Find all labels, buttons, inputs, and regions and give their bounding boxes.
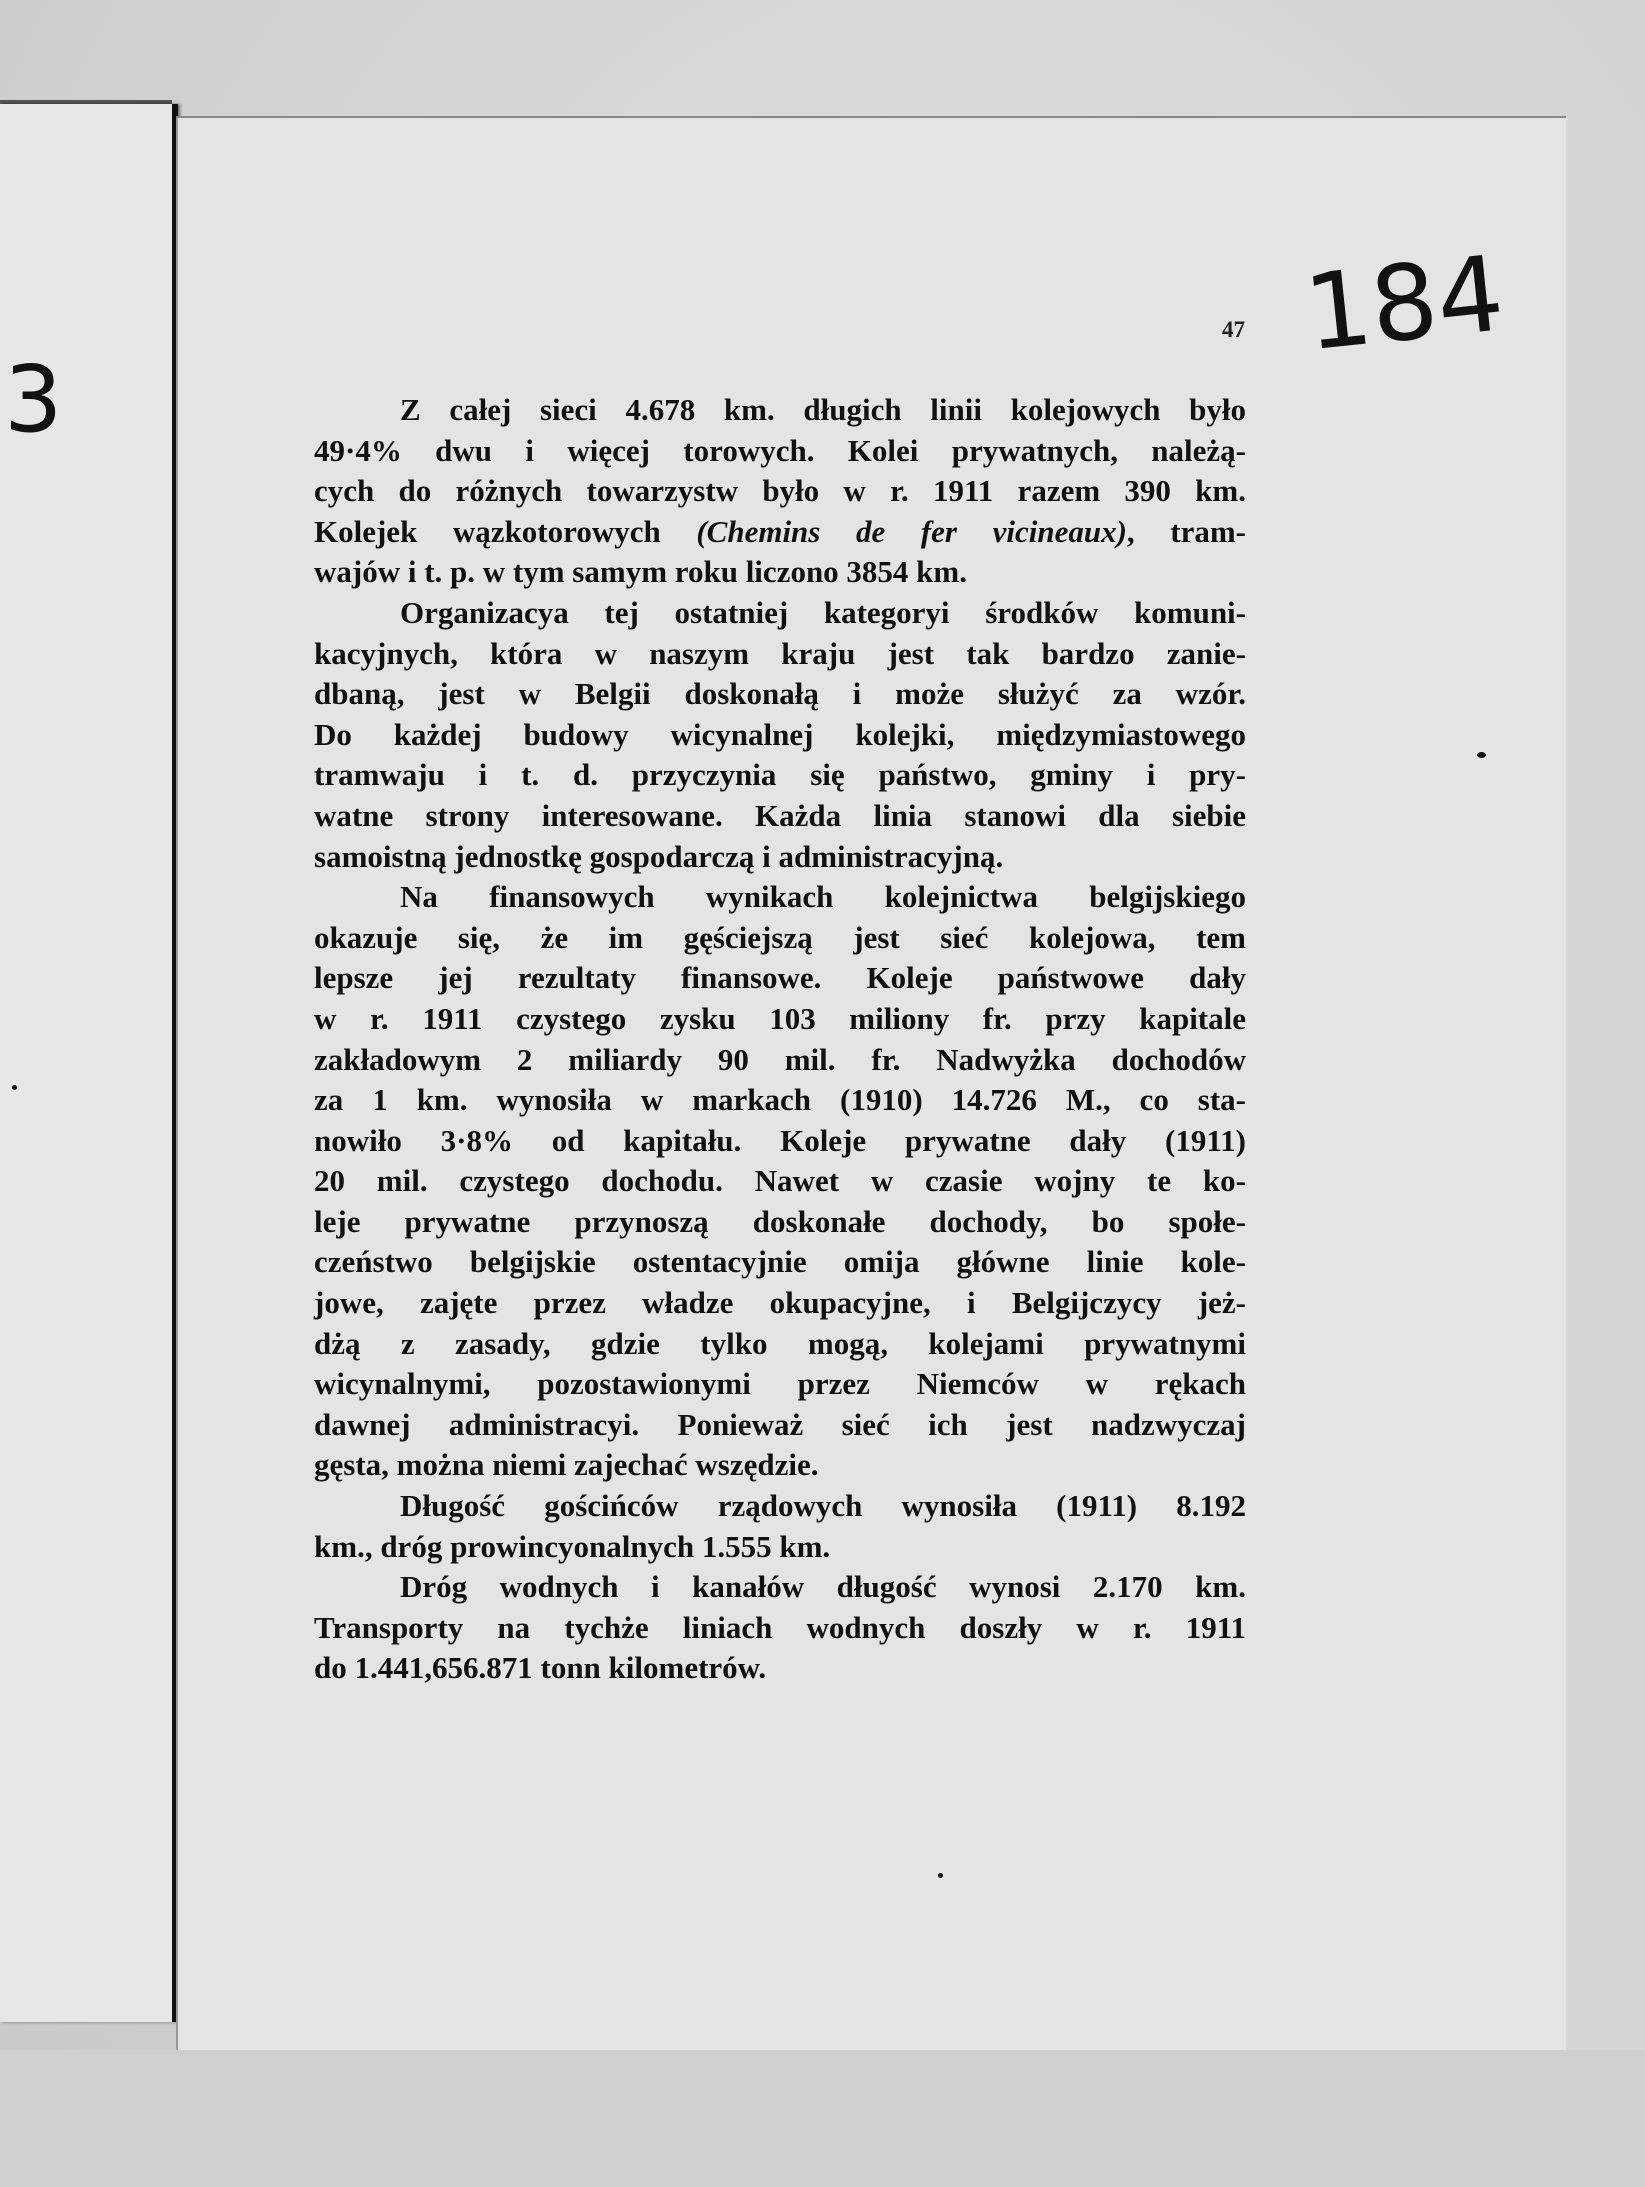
- text-line: [314, 1202, 1246, 1243]
- text-line: [314, 1648, 1246, 1689]
- text-run: Organizacya tej ostatniej kategoryi środków komuni-: [400, 594, 1246, 630]
- text-line: [314, 1608, 1246, 1649]
- text-run: wicynalnymi, pozostawionymi przez Niemców w rękach: [314, 1366, 1246, 1402]
- text-run: watne strony interesowane. Każda linia stanowi dla siebie: [314, 797, 1246, 833]
- text-line: [314, 1445, 1246, 1486]
- text-run: nowiło 3·8% od kapitału. Koleje prywatne dały (1911): [314, 1122, 1246, 1158]
- text-line: [314, 958, 1246, 999]
- text-line: [314, 674, 1246, 715]
- text-line: [314, 1527, 1246, 1568]
- text-line: [314, 715, 1246, 756]
- text-run: lepsze jej rezultaty finansowe. Koleje państwowe dały: [314, 960, 1246, 996]
- text-run: Dróg wodnych i kanałów długość wynosi 2.170 km.: [400, 1569, 1246, 1605]
- handwritten-archive-number: 184: [1299, 232, 1510, 375]
- text-line: [314, 755, 1246, 796]
- right-margin-area: [1566, 120, 1645, 2050]
- text-line: [314, 837, 1246, 878]
- body-text: [314, 390, 1246, 1689]
- text-line: [314, 1080, 1246, 1121]
- text-line: [314, 1161, 1246, 1202]
- text-line: [314, 1486, 1246, 1527]
- text-run: dżą z zasady, gdzie tylko mogą, kolejami prywatnymi: [314, 1325, 1246, 1361]
- text-run: Na finansowych wynikach kolejnictwa belgijskiego: [400, 879, 1246, 915]
- text-line: [314, 1405, 1246, 1446]
- text-line: [314, 431, 1246, 472]
- text-run: zakładowym 2 miliardy 90 mil. fr. Nadwyżka dochodów: [314, 1041, 1246, 1077]
- text-run: Z całej sieci 4.678 km. długich linii kolejowych było: [400, 392, 1246, 427]
- text-run: dawnej administracyi. Ponieważ sieć ich jest nadzwyczaj: [314, 1406, 1246, 1442]
- text-run: dbaną, jest w Belgii doskonałą i może służyć za wzór.: [314, 676, 1246, 712]
- text-run: km., dróg prowincyonalnych 1.555 km.: [314, 1528, 831, 1564]
- text-line: [314, 1242, 1246, 1283]
- dust-speck: [1477, 752, 1486, 758]
- dust-speck: [12, 1085, 17, 1090]
- text-run: kacyjnych, która w naszym kraju jest tak bardzo zanie-: [314, 635, 1246, 671]
- text-line: [314, 918, 1246, 959]
- text-run: czeństwo belgijskie ostentacyjnie omija główne linie kole-: [314, 1244, 1246, 1280]
- text-run: jowe, zajęte przez władze okupacyjne, i Belgijczycy jeż-: [314, 1285, 1246, 1321]
- text-line: [314, 1324, 1246, 1365]
- text-line: [314, 1283, 1246, 1324]
- text-line: [314, 390, 1246, 431]
- text-line: [314, 877, 1246, 918]
- text-run: w r. 1911 czystego zysku 103 miliony fr. przy kapitale: [314, 1000, 1246, 1036]
- page-number: 47: [1222, 317, 1245, 342]
- text-run: za 1 km. wynosiła w markach (1910) 14.726 M., co sta-: [314, 1082, 1246, 1118]
- text-run: tramwaju i t. d. przyczynia się państwo, gminy i pry-: [314, 757, 1246, 793]
- text-run: leje prywatne przynoszą doskonałe dochody, bo społe-: [314, 1203, 1246, 1239]
- left-page-sheet: [0, 104, 178, 2022]
- text-line: [314, 1121, 1246, 1162]
- text-run: gęsta, można niemi zajechać wszędzie.: [314, 1447, 819, 1483]
- text-line: [314, 512, 1246, 553]
- text-line: [314, 552, 1246, 593]
- text-run: Kolejek wązkotorowych: [314, 513, 697, 549]
- text-run: samoistną jednostkę gospodarczą i administracyjną.: [314, 838, 1004, 874]
- text-line: [314, 593, 1246, 634]
- text-run: do 1.441,656.871 tonn kilometrów.: [314, 1650, 767, 1686]
- text-run: cych do różnych towarzystw było w r. 1911 razem 390 km.: [314, 473, 1246, 509]
- text-line: [314, 634, 1246, 675]
- text-run: wajów i t. p. w tym samym roku liczono 3854 km.: [314, 554, 967, 590]
- text-line: [314, 796, 1246, 837]
- text-line: [314, 471, 1246, 512]
- text-run: Do każdej budowy wicynalnej kolejki, międzymiastowego: [314, 716, 1246, 752]
- text-run: 49·4% dwu i więcej torowych. Kolei prywatnych, należą-: [314, 432, 1246, 468]
- text-run: okazuje się, że im gęściejszą jest sieć kolejowa, tem: [314, 919, 1246, 955]
- text-line: [314, 999, 1246, 1040]
- text-run: Transporty na tychże liniach wodnych doszły w r. 1911: [314, 1609, 1246, 1645]
- left-page-folio-mark: 3: [4, 346, 63, 453]
- bottom-margin-area: [0, 2050, 1645, 2187]
- text-run: 20 mil. czystego dochodu. Nawet w czasie wojny te ko-: [314, 1163, 1246, 1199]
- text-run: Długość gościńców rządowych wynosiła (1911) 8.192: [400, 1488, 1246, 1524]
- dust-speck: [938, 1873, 943, 1878]
- text-line: [314, 1364, 1246, 1405]
- text-run: , tram-: [1126, 513, 1246, 549]
- text-line: [314, 1567, 1246, 1608]
- text-line: [314, 1040, 1246, 1081]
- italic-phrase: (Chemins de fer vicineaux): [696, 513, 1127, 549]
